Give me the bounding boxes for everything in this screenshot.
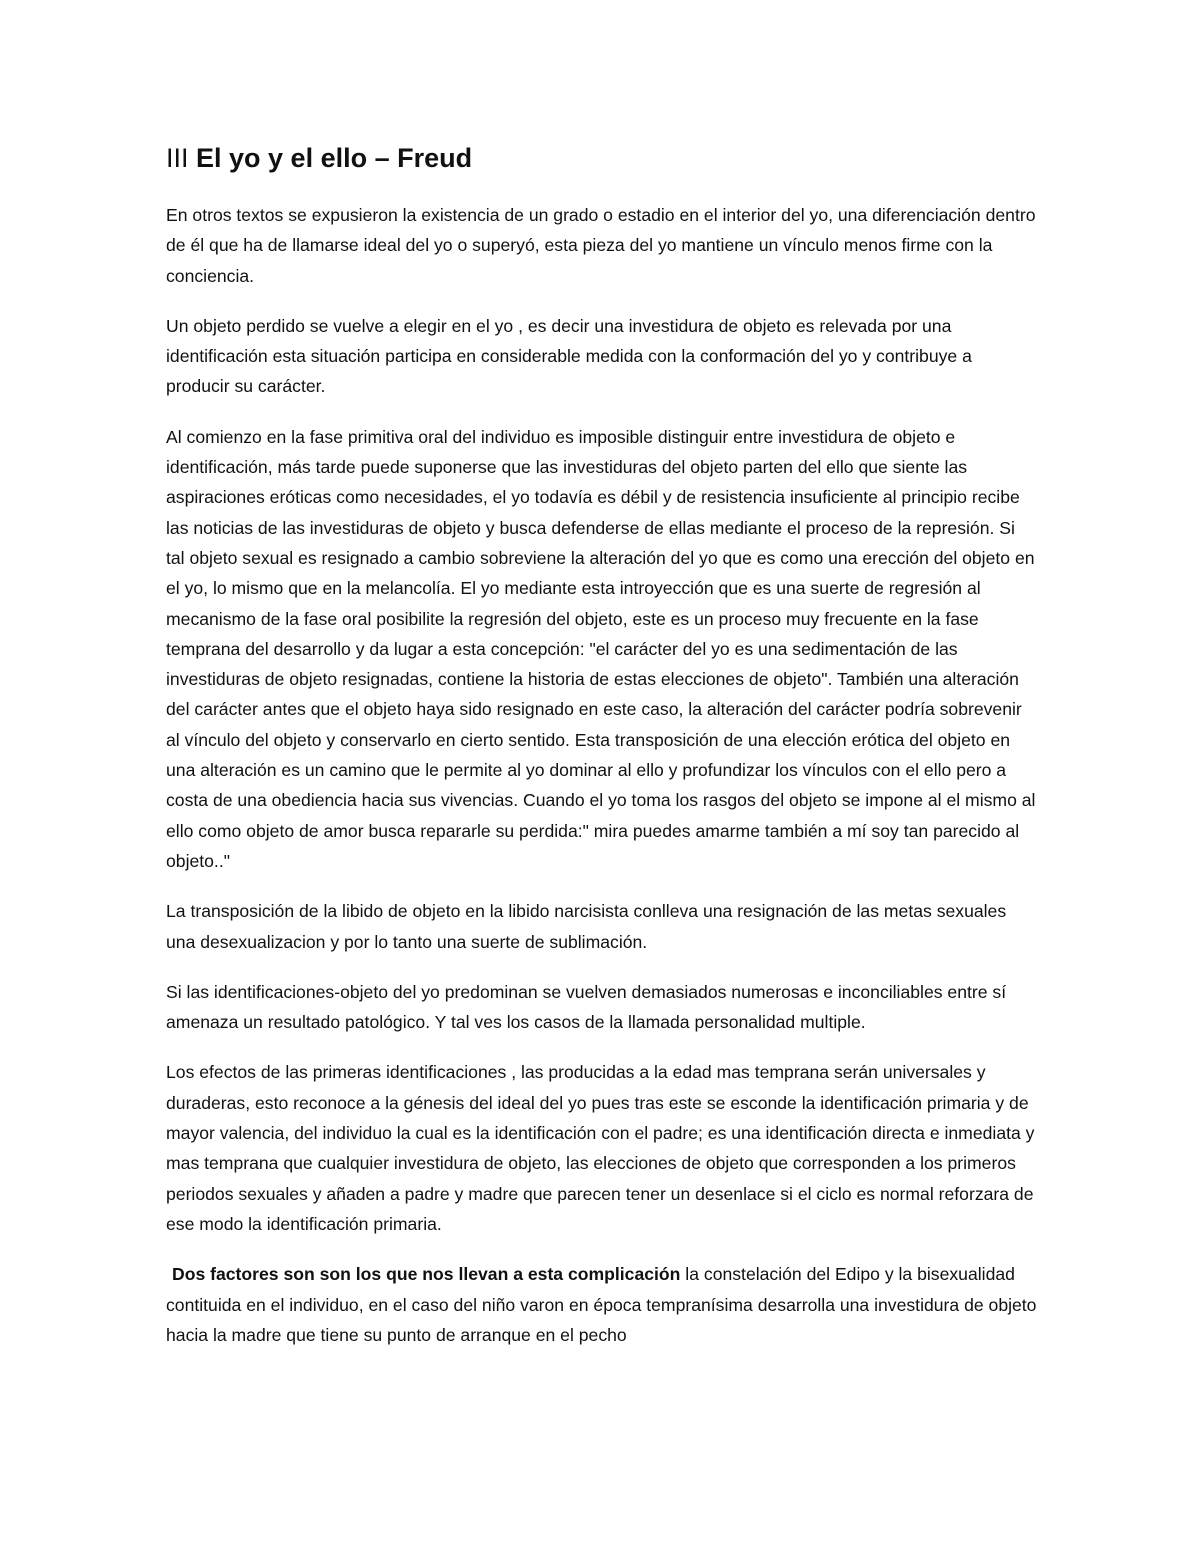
paragraph-2: Un objeto perdido se vuelve a elegir en el yo , es decir una investidura de objeto es relevada por una identificación esta situación participa en considerable medida con la conformación del yo y contribuye a producir su carácter. <box>166 315 972 397</box>
paragraph-4: La transposición de la libido de objeto en la libido narcisista conlleva una resignación de las metas sexuales una desexualizacion y por lo tanto una suerte de sublimación. <box>166 901 1007 952</box>
paragraph-5: Si las identificaciones-objeto del yo predominan se vuelven demasiados numerosas e inconciliables entre sí amenaza un resultado patológico. Y tal ves los casos de la llamada personalidad multiple. <box>166 981 1007 1033</box>
document-title <box>166 138 1038 178</box>
paragraph-7-bold-lead: Dos factores son son los que nos llevan a esta complicación <box>172 1264 681 1285</box>
title-main: El yo y el ello – Freud <box>196 143 473 173</box>
document-page <box>166 138 1038 1370</box>
paragraph-6: Los efectos de las primeras identificaciones , las producidas a la edad mas temprana serán universales y duraderas, esto reconoce a la génesis del ideal del yo pues tras este se esconde la identificación primaria y de mayor valencia, del individuo la cual es la identificación con el padre; es una identificación directa e inmediata y mas temprana que cualquier investidura de objeto, las elecciones de objeto que corresponden a los primeros periodos sexuales y añaden a padre y madre que parecen tener un desenlace si el ciclo es normal reforzara de ese modo la identificación primaria. <box>166 1062 1035 1234</box>
paragraph-7 <box>166 1259 1038 1350</box>
paragraph-7-body: la constelación del Edipo y la bisexualidad contituida en el individuo, en el caso del niño varon en época tempranísima desarrolla una investidura de objeto hacia la madre que tiene su punto de arranque en el pecho <box>166 1264 1037 1345</box>
paragraph-1: En otros textos se expusieron la existencia de un grado o estadio en el interior del yo, una diferenciación dentro de él que ha de llamarse ideal del yo o superyó, esta pieza del yo mantiene un vínculo menos firme con la conciencia. <box>166 205 1036 286</box>
paragraph-3: Al comienzo en la fase primitiva oral del individuo es imposible distinguir entre investidura de objeto e identificación, más tarde puede suponerse que las investiduras del objeto parten del ello que siente las aspiraciones eróticas como necesidades, el yo todavía es débil y de resistencia insuficiente al principio recibe las noticias de las investiduras de objeto y busca defenderse de ellas mediante el proceso de la represión. Si tal objeto sexual es resignado a cambio sobreviene la alteración del yo que es como una erección del objeto en el yo, lo mismo que en la melancolía. El yo mediante esta introyección que es una suerte de regresión al mecanismo de la fase oral posibilite la regresión del objeto, este es un proceso muy frecuente en la fase temprana del desarrollo y da lugar a esta concepción: "el carácter del yo es una sedimentación de las investiduras de objeto resignadas, contiene la historia de estas elecciones de objeto". También una alteración del carácter antes que el objeto haya sido resignado en este caso, la alteración del carácter podría sobrevenir al vínculo del objeto y conservarlo en cierto sentido. Esta transposición de una elección erótica del objeto en una alteración es un camino que le permite al yo dominar al ello y profundizar los vínculos con el ello pero a costa de una obediencia hacia sus vivencias. Cuando el yo toma los rasgos del objeto se impone al el mismo al ello como objeto de amor busca repararle su perdida:" mira puedes amarme también a mí soy tan parecido al objeto.." <box>166 426 1036 871</box>
title-prefix: III <box>166 143 197 173</box>
